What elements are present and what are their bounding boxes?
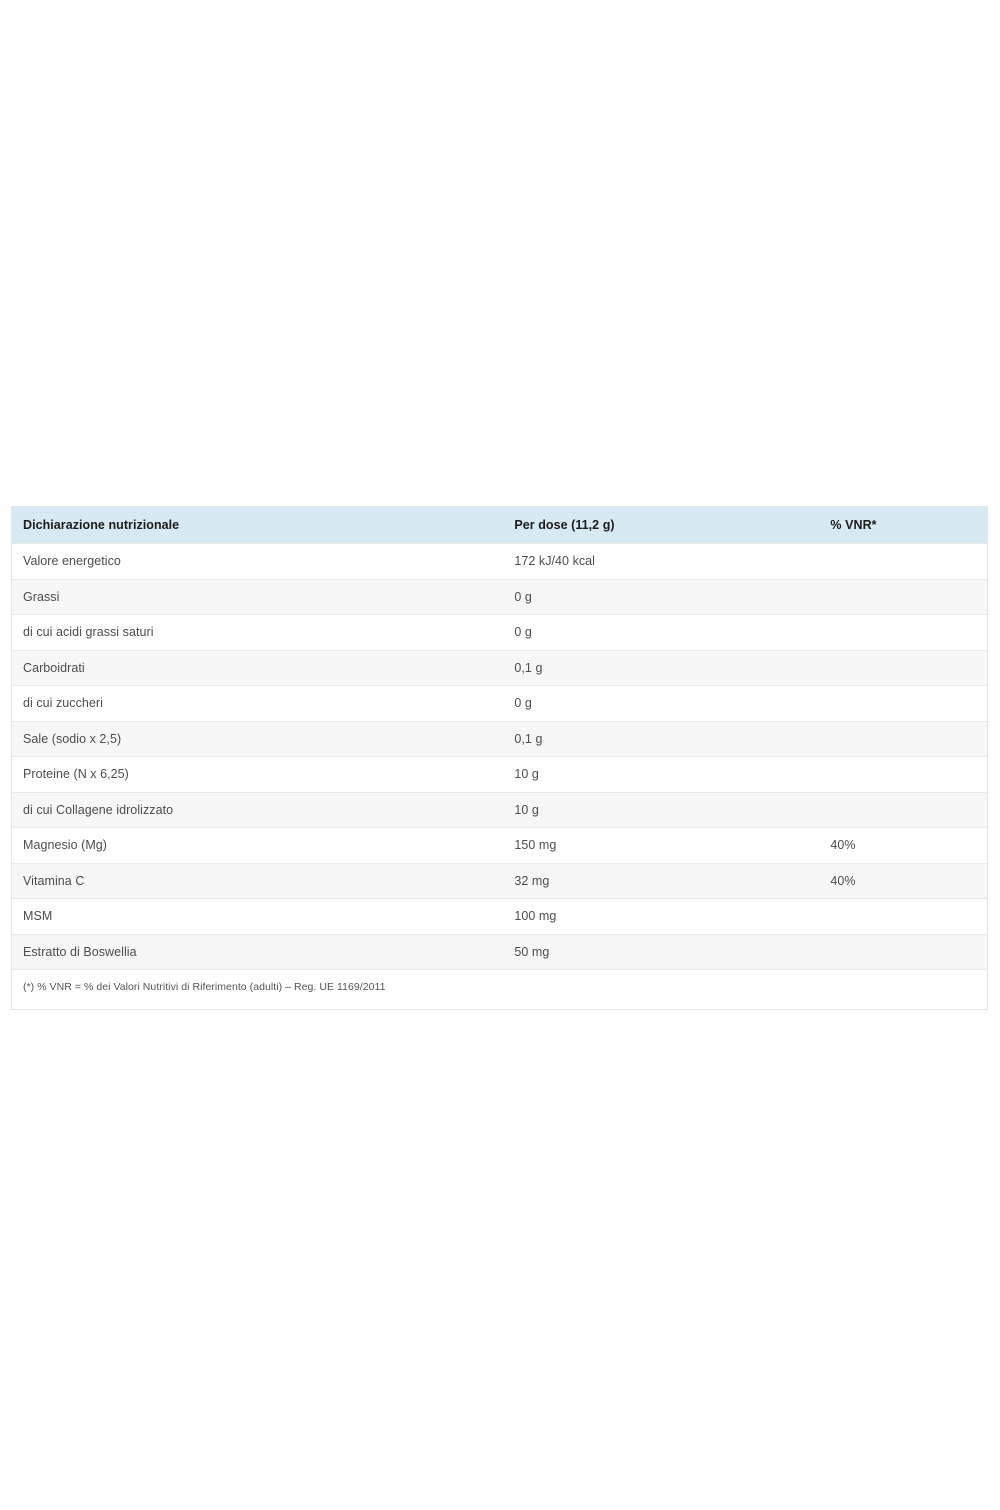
table-row <box>12 899 987 935</box>
cell-dose: 0,1 g <box>503 650 814 686</box>
cell-vnr <box>814 686 987 722</box>
table-row <box>12 828 987 864</box>
table-row <box>12 757 987 793</box>
cell-dose: 10 g <box>503 792 814 828</box>
cell-vnr <box>814 899 987 935</box>
table-row <box>12 934 987 970</box>
cell-nutrient: Estratto di Boswellia <box>12 934 503 970</box>
cell-nutrient: di cui Collagene idrolizzato <box>12 792 503 828</box>
cell-vnr <box>814 650 987 686</box>
cell-dose: 0 g <box>503 615 814 651</box>
cell-dose: 100 mg <box>503 899 814 935</box>
table-body <box>12 544 987 970</box>
footnote-row <box>12 970 987 1009</box>
nutrition-table <box>12 507 987 1009</box>
cell-nutrient: Grassi <box>12 579 503 615</box>
cell-dose: 0 g <box>503 579 814 615</box>
column-header-vnr: % VNR* <box>814 507 987 544</box>
cell-dose: 0,1 g <box>503 721 814 757</box>
table-row <box>12 863 987 899</box>
table-footer <box>12 970 987 1009</box>
nutrition-declaration-panel <box>11 506 988 1010</box>
footnote-cell <box>12 970 987 1009</box>
cell-dose: 172 kJ/40 kcal <box>503 544 814 580</box>
column-header-nutrient: Dichiarazione nutrizionale <box>12 507 503 544</box>
table-header <box>12 507 987 544</box>
table-row <box>12 544 987 580</box>
cell-dose: 0 g <box>503 686 814 722</box>
cell-dose: 150 mg <box>503 828 814 864</box>
column-header-dose: Per dose (11,2 g) <box>503 507 814 544</box>
cell-dose: 32 mg <box>503 863 814 899</box>
table-row <box>12 721 987 757</box>
cell-nutrient: MSM <box>12 899 503 935</box>
cell-nutrient: Valore energetico <box>12 544 503 580</box>
cell-vnr <box>814 934 987 970</box>
cell-nutrient: Carboidrati <box>12 650 503 686</box>
table-row <box>12 579 987 615</box>
footnote-text: (*) % VNR = % dei Valori Nutritivi di Riferimento (adulti) – Reg. UE 1169/2011 <box>23 981 386 993</box>
cell-dose: 10 g <box>503 757 814 793</box>
cell-vnr: 40% <box>814 828 987 864</box>
cell-nutrient: Vitamina C <box>12 863 503 899</box>
cell-vnr <box>814 579 987 615</box>
cell-vnr: 40% <box>814 863 987 899</box>
cell-nutrient: Proteine (N x 6,25) <box>12 757 503 793</box>
table-row <box>12 615 987 651</box>
cell-vnr <box>814 544 987 580</box>
table-row <box>12 650 987 686</box>
cell-nutrient: Sale (sodio x 2,5) <box>12 721 503 757</box>
cell-nutrient: Magnesio (Mg) <box>12 828 503 864</box>
table-row <box>12 686 987 722</box>
cell-vnr <box>814 792 987 828</box>
cell-vnr <box>814 757 987 793</box>
cell-dose: 50 mg <box>503 934 814 970</box>
cell-nutrient: di cui zuccheri <box>12 686 503 722</box>
table-header-row <box>12 507 987 544</box>
cell-vnr <box>814 721 987 757</box>
table-row <box>12 792 987 828</box>
cell-vnr <box>814 615 987 651</box>
cell-nutrient: di cui acidi grassi saturi <box>12 615 503 651</box>
